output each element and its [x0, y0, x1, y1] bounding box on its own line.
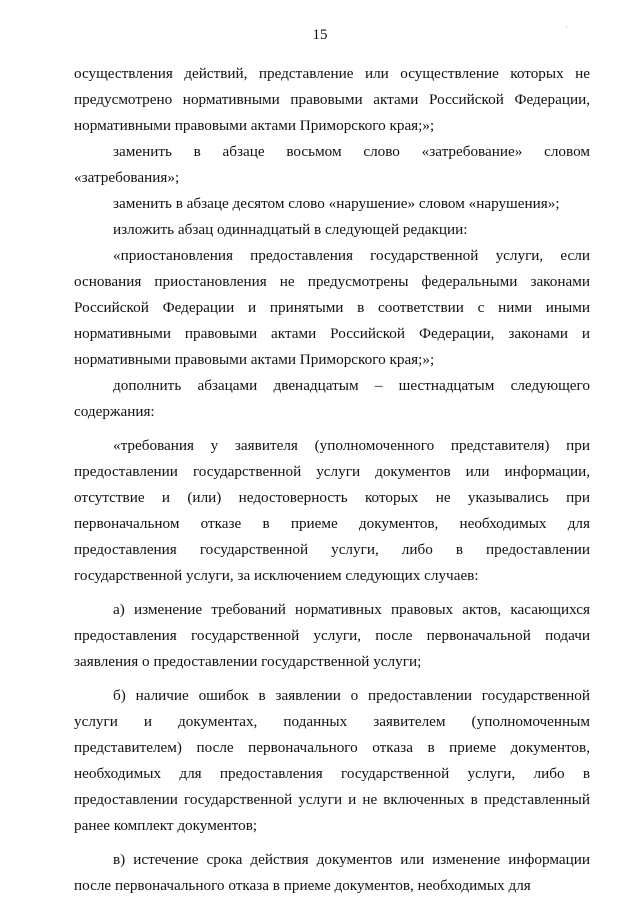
paragraph: «требования у заявителя (уполномоченного представителя) при предоставлении государственной услуги документов или информации, отсутствие и (или) недостоверность которых не указывались при первоначальном отказе в приеме документов, необходимых для предоставления государственной услуги, либо в предоставлении государственной услуги, за исключением следующих случаев: — [74, 437, 590, 584]
paragraph: а) изменение требований нормативных правовых актов, касающихся предоставления государственной услуги, после первоначальной подачи заявления о предоставлении государственной услуги; — [74, 601, 590, 670]
paragraph: изложить абзац одиннадцатый в следующей редакции: — [113, 221, 468, 238]
corner-mark: · — [565, 22, 568, 32]
paragraph: дополнить абзацами двенадцатым – шестнадцатым следующего содержания: — [74, 377, 590, 420]
paragraph: заменить в абзаце восьмом слово «затребование» словом «затребования»; — [74, 143, 590, 186]
paragraph: в) истечение срока действия документов или изменение информации после первоначального отказа в приеме документов, необходимых для — [74, 851, 590, 894]
page-number: 15 — [312, 27, 328, 43]
paragraph: «приостановления предоставления государственной услуги, если основания приостановления не предусмотрены федеральными законами Российской Федерации и принятыми в соответствии с ними иными нормативными правовыми актами Российской Федерации, законами и нормативными правовыми актами Приморского края;»; — [74, 247, 590, 368]
paragraph: заменить в абзаце десятом слово «нарушение» словом «нарушения»; — [113, 195, 560, 212]
paragraph: осуществления действий, представление или осуществление которых не предусмотрено нормативными правовыми актами Российской Федерации, нормативными правовыми актами Приморского края;»; — [74, 65, 590, 134]
document-body — [74, 61, 590, 899]
paragraph: б) наличие ошибок в заявлении о предоставлении государственной услуги и документах, поданных заявителем (уполномоченным представителем) после первоначального отказа в приеме документов, необходимых для предоставления государственной услуги, либо в предоставлении государственной услуги и не включенных в представленный ранее комплект документов; — [74, 687, 590, 834]
